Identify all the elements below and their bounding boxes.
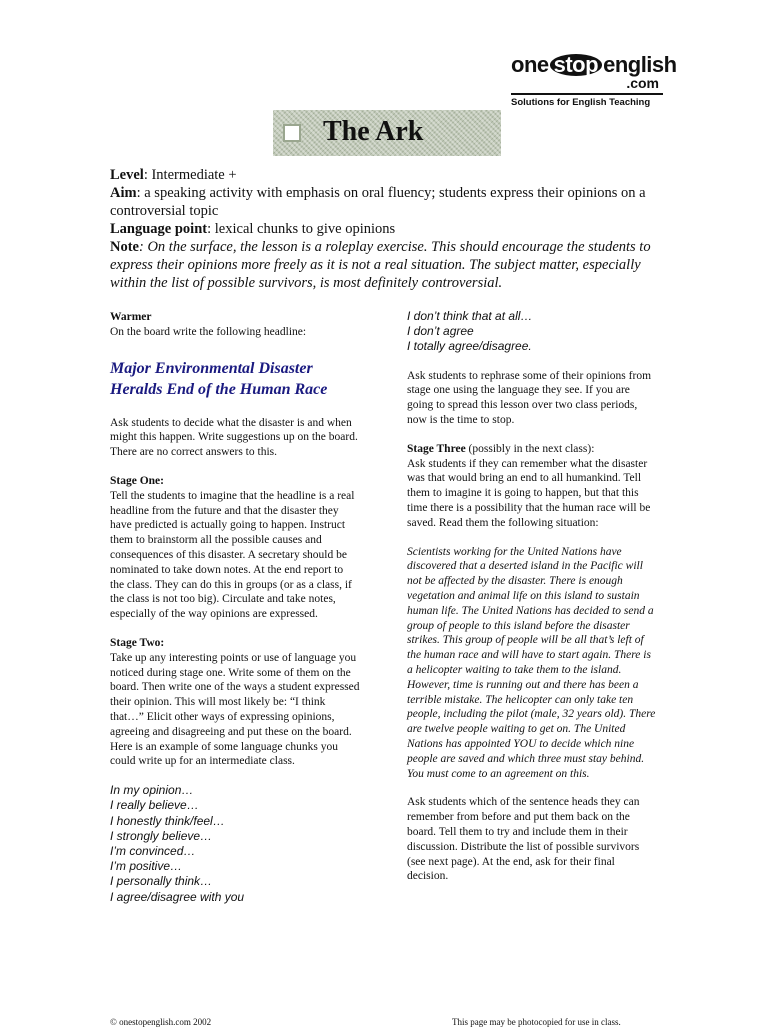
left-column: [110, 310, 360, 905]
lesson-summary: [110, 166, 655, 292]
list-item: I honestly think/feel…: [110, 813, 225, 828]
warmer-paragraph: Ask students to decide what the disaster is and when might this happen. Write suggestions up on the board. There are no correct answers to this.: [110, 416, 358, 459]
language-point-text: : lexical chunks to give opinions: [207, 221, 396, 237]
note-label: Note: [110, 239, 139, 255]
footer-photocopy-note: This page may be photocopied for use in class.: [452, 1017, 621, 1027]
logo-tagline: Solutions for English Teaching: [511, 97, 651, 108]
list-item: I don’t agree: [407, 324, 474, 339]
onestopenglish-logo: [511, 52, 677, 116]
language-point-label: Language point: [110, 221, 208, 237]
aim-text: : a speaking activity with emphasis on oral fluency; students express their opinions on a controversial topic: [110, 185, 646, 219]
headline: Major Environmental Disaster Heralds End of the Human Race: [110, 359, 328, 398]
aim-label: Aim: [110, 185, 137, 201]
list-item: I’m convinced…: [110, 843, 196, 858]
level-line: [110, 166, 655, 184]
stage-three-text: Ask students if they can remember what the disaster was that would bring an end to all humankind. Tell them to imagine it is going to happen, but that this time there is a possibility that the human race will be saved. Read them the following situation:: [407, 457, 651, 529]
list-item: I really believe…: [110, 798, 199, 813]
logo-wordmark: [511, 52, 677, 77]
list-item: I agree/disagree with you: [110, 889, 245, 904]
rephrase-paragraph: Ask students to rephrase some of their opinions from stage one using the language they see. If you are going to spread this lesson over two class periods, now is the time to stop.: [407, 369, 652, 426]
logo-domain: .com: [626, 75, 659, 91]
list-item: I’m positive…: [110, 859, 183, 874]
level-label: Level: [110, 167, 144, 183]
stage-three-note: (possibly in the next class):: [465, 442, 595, 455]
list-item: I totally agree/disagree.: [407, 339, 532, 354]
situation-paragraph: Scientists working for the United Nations have discovered that a deserted island in the Pacific will not be affected by the disaster. There is enough vegetation and animal life on this island to sustain human life. The United Nations has decided to send a group of people to this island before the disaster strikes. This group of people will be all that’s left of the human race and will have to start again. There is a helicopter waiting to take them to the island. However, time is running out and there has been a terrible mistake. The helicopter can only take ten people, including the pilot (male, 32 years old). There are twelve people waiting to get on. The United Nations has appointed YOU to decide which nine people are saved and which three must stay behind. You must come to an agreement on this.: [407, 545, 656, 780]
final-paragraph: Ask students which of the sentence heads they can remember from before and put them back on the board. Tell them to try and include them in their discussion. Distribute the list of possible survivors (see next page). At the end, ask for their final decision.: [407, 796, 640, 883]
logo-word-english: english: [603, 52, 677, 77]
note-text: : On the surface, the lesson is a roleplay exercise. This should encourage the students to express their opinions more freely as it is not a real situation. The subject matter, especially within the list of possible survivors, is most definitely controversial.: [110, 239, 651, 291]
stage-three-heading-line: [407, 442, 657, 457]
aim-line: [110, 184, 655, 220]
footer-copyright: © onestopenglish.com 2002: [110, 1017, 212, 1027]
disagree-chunks-list: [407, 309, 657, 355]
stage-one-heading: Stage One:: [110, 474, 164, 487]
logo-divider: [511, 93, 663, 95]
stage-two-text: Take up any interesting points or use of language you noticed during stage one. Write some of them on the board. Then write one of the ways a student expressed their opinion. This will most likely be: “I think that…” Elicit other ways of expressing opinions, agreeing and disagreeing and put these on the board. Here is an example of some language chunks you could write up for an intermediate class.: [110, 651, 360, 768]
note-line: [110, 238, 655, 292]
checkbox-square-icon: [283, 124, 301, 142]
title-banner: [273, 110, 501, 156]
stage-one-text: Tell the students to imagine that the headline is a real headline from the future and that the disaster they have predicted is actually going to happen. Instruct them to brainstorm all the possible causes and consequences of this disaster. A secretary should be nominated to take down notes. At the end report to the class. They can do this in groups (or as a class, if the class is not too big). Circulate and take notes, especially of the way opinions are expressed.: [110, 489, 355, 621]
list-item: I don’t think that at all…: [407, 309, 533, 323]
logo-word-stop: stop: [550, 54, 602, 76]
list-item: I strongly believe…: [110, 828, 213, 843]
page-title: The Ark: [323, 116, 424, 147]
list-item: In my opinion…: [110, 783, 194, 798]
opinion-chunks-list: [110, 783, 360, 905]
right-column: [407, 309, 657, 898]
level-text: : Intermediate +: [143, 167, 237, 183]
logo-word-one: one: [511, 52, 549, 77]
language-point-line: [110, 220, 655, 238]
warmer-heading: Warmer: [110, 311, 152, 323]
warmer-text: On the board write the following headline:: [110, 325, 307, 338]
stage-three-heading: Stage Three: [407, 442, 466, 455]
stage-two-heading: Stage Two:: [110, 636, 165, 649]
list-item: I personally think…: [110, 874, 213, 889]
